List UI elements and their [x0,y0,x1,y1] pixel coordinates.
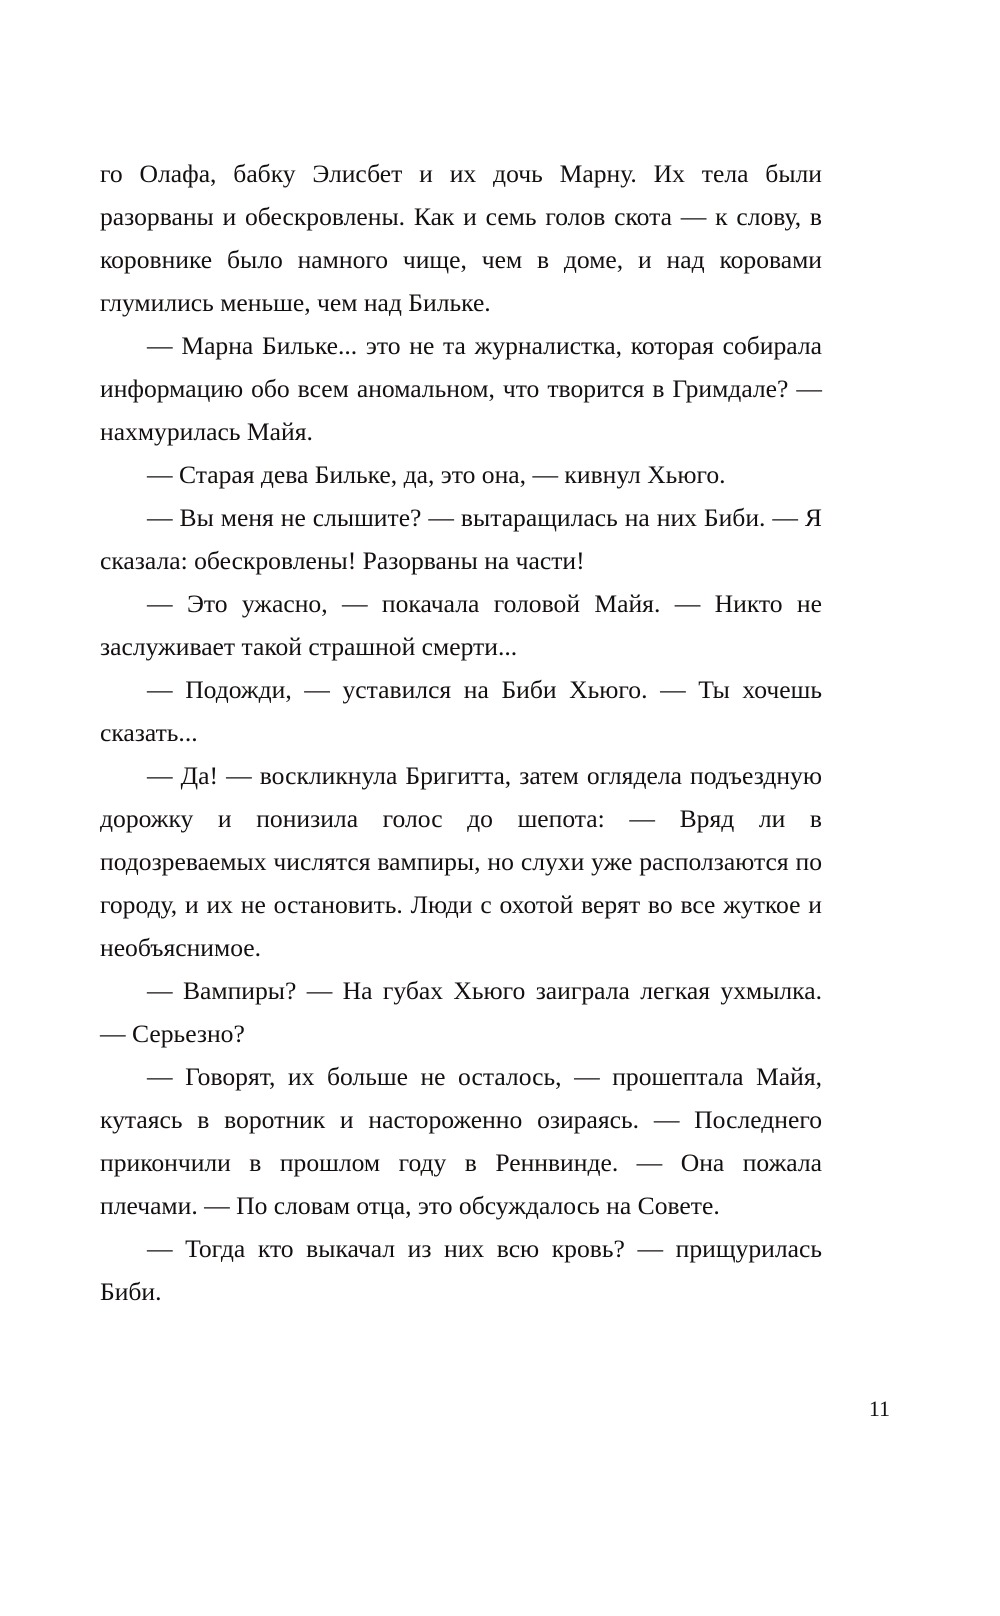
paragraph: — Вампиры? — На губах Хьюго заиграла легкая ухмылка. — Серьезно? [100,976,822,1048]
paragraph: — Да! — воскликнула Бригитта, затем оглядела подъездную дорожку и понизила голос до шепота: — Вряд ли в подозреваемых числятся вампиры, но слухи уже расползаются по городу, и их не остановить. Люди с охотой верят во все жуткое и необъяснимое. [100,761,822,962]
page-number: 11 [868,1396,890,1421]
paragraph: — Говорят, их больше не осталось, — прошептала Майя, кутаясь в воротник и настороженно озираясь. — Последнего прикончили в прошлом году в Реннвинде. — Она пожала плечами. — По словам отца, это обсуждалось на Совете. [100,1062,822,1220]
paragraph: — Тогда кто выкачал из них всю кровь? — прищурилась Биби. [100,1234,822,1306]
paragraph: — Это ужасно, — покачала головой Майя. — Никто не заслуживает такой страшной смерти... [100,589,822,661]
paragraph: — Старая дева Бильке, да, это она, — кивнул Хьюго. [147,460,726,489]
paragraph: — Подожди, — уставился на Биби Хьюго. — Ты хочешь сказать... [100,675,822,747]
paragraph: го Олафа, бабку Элисбет и их дочь Марну. Их тела были разорваны и обескровлены. Как и семь голов скота — к слову, в коровнике было намного чище, чем в доме, и над коровами глумились меньше, чем над Бильке. [100,159,822,317]
paragraph: — Вы меня не слышите? — вытаращилась на них Биби. — Я сказала: обескровлены! Разорваны на части! [100,503,822,575]
paragraph: — Марна Бильке... это не та журналистка, которая собирала информацию обо всем аномальном, что творится в Гримдале? — нахмурилась Майя. [100,331,822,446]
body-text-column [100,152,822,1313]
